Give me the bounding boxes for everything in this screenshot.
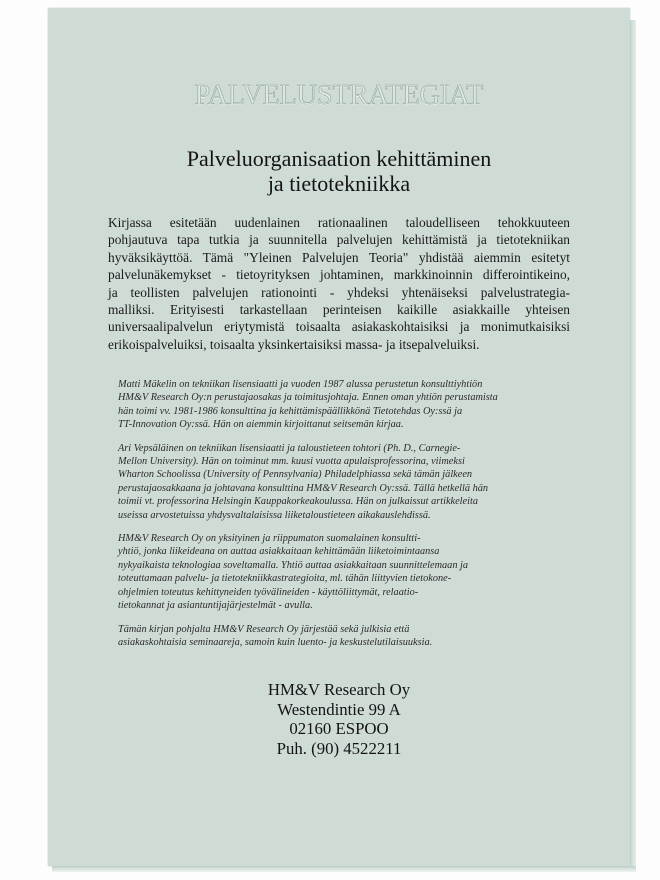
blurb-line: erikoispalveluiksi, toisaalta yksinkertaisiksi massa- ja itsepalveluiksi. <box>108 336 480 352</box>
author-bio-makelin <box>118 378 548 432</box>
bio-line: TT-Innovation Oy:ssä. Hän on aiemmin kirjoittanut seitsemän kirjaa. <box>118 419 404 431</box>
bio-line: asiakaskohtaisia seminaareja, samoin kuin luento- ja keskustelutilaisuuksia. <box>118 636 433 648</box>
book-title <box>48 146 630 196</box>
series-title: PALVELUSTRATEGIAT <box>194 80 484 111</box>
blurb-line: pohjautuva tapa tutkia ja suunnitella palvelujen kehittämistä ja tietotekniikan <box>108 232 570 248</box>
bio-line: HM&V Research Oy on yksityinen ja riippumaton suomalainen konsultti- <box>118 533 421 545</box>
bio-line: tietokannat ja asiantuntijajärjestelmät - avulla. <box>118 600 313 612</box>
bio-line: nykyaikaista teknologiaa soveltamalla. Yhtiö auttaa asiakkaitaan suunnittelemaan ja <box>118 559 469 571</box>
bio-line: HM&V Research Oy:n perustajaosakas ja toimitusjohtaja. Ennen oman yhtiön perustamista <box>118 392 498 404</box>
bio-line: hän toimi vv. 1981-1986 konsulttina ja kehittämispäällikkönä Tietotehdas Oy:ssä ja <box>118 405 463 417</box>
bio-line: Wharton Schoolissa (University of Pennsylvania) Philadelphiassa sekä tämän jälkeen <box>118 469 473 481</box>
bio-line: toimii vt. professorina Helsingin Kauppakorkeakoulussa. Hän on julkaissut artikkeleita <box>118 496 478 508</box>
bio-line: ohjelmien toteutus kehittyneiden työvälineiden - käyttöliittymät, relaatio- <box>118 586 419 598</box>
publisher-postal: 02160 ESPOO <box>289 719 389 738</box>
author-bio-vepsalainen <box>118 442 548 522</box>
bio-line: yhtiö, jonka liikeideana on auttaa asiakkaitaan kehittämään liiketoimintaansa <box>118 546 440 558</box>
blurb-line: malliksi. Erityisesti tarkastellaan perinteisen kaikille asiakkaille yhteisen <box>108 302 570 318</box>
blurb-line: hyväksikäyttöä. Tämä "Yleinen Palvelujen Teoria" yhdistää aiemmin esitetyt <box>108 249 570 265</box>
bio-line: Ari Vepsäläinen on tekniikan lisensiaatti ja taloustieteen tohtori (Ph. D., Carnegie- <box>118 442 461 454</box>
publisher-phone: Puh. (90) 4522211 <box>276 738 402 758</box>
publisher-name: HM&V Research Oy <box>267 680 411 699</box>
book-title-line-1: Palveluorganisaation kehittäminen <box>186 146 492 171</box>
blurb-line: palvelunäkemykset - tietoyrityksen johtaminen, markkinoinnin differointikeino, <box>108 267 570 283</box>
bio-line: perustajaosakkaana ja johtavana konsulttina HM&V Research Oy:ssä. Tällä hetkellä hän <box>118 482 489 494</box>
bio-line: toteuttamaan palvelu- ja tietotekniikkastrategioita, ml. tähän liittyvien tietokone- <box>118 573 452 585</box>
blurb-line: Kirjassa esitetään uudenlainen rationaalinen taloudelliseen tehokkuuteen <box>108 215 570 230</box>
bio-line: useissa arvostetuissa yhdysvaltalaisissa liiketaloustieteen aikakauslehdissä. <box>118 509 431 521</box>
bio-line: Matti Mäkelin on tekniikan lisensiaatti ja vuoden 1987 alussa perustetun konsulttiyhtiön <box>118 379 483 390</box>
bios-section <box>118 378 548 659</box>
book-bottom-edge <box>52 866 636 872</box>
blurb-line: ja teollisten palvelujen rationointi - yhdeksi yhtenäiseksi palvelustrategia- <box>108 284 570 300</box>
bio-line: Mellon University). Hän on toiminut mm. kuusi vuotta apulaisprofessorina, viimeksi <box>118 456 465 468</box>
book-side-edge <box>630 20 636 868</box>
bio-line: Tämän kirjan pohjalta HM&V Research Oy järjestää sekä julkisia että <box>118 623 410 635</box>
blurb-paragraph <box>108 214 570 353</box>
book-title-line-2: ja tietotekniikka <box>267 171 411 196</box>
company-description <box>118 532 548 612</box>
seminar-note <box>118 623 548 650</box>
blurb-line: universaalipalvelun eriytymistä toisaalta asiakaskohtaisiksi ja monimutkaisiksi <box>108 319 570 335</box>
publisher-address <box>48 680 630 758</box>
publisher-street: Westendintie 99 A <box>277 699 401 719</box>
